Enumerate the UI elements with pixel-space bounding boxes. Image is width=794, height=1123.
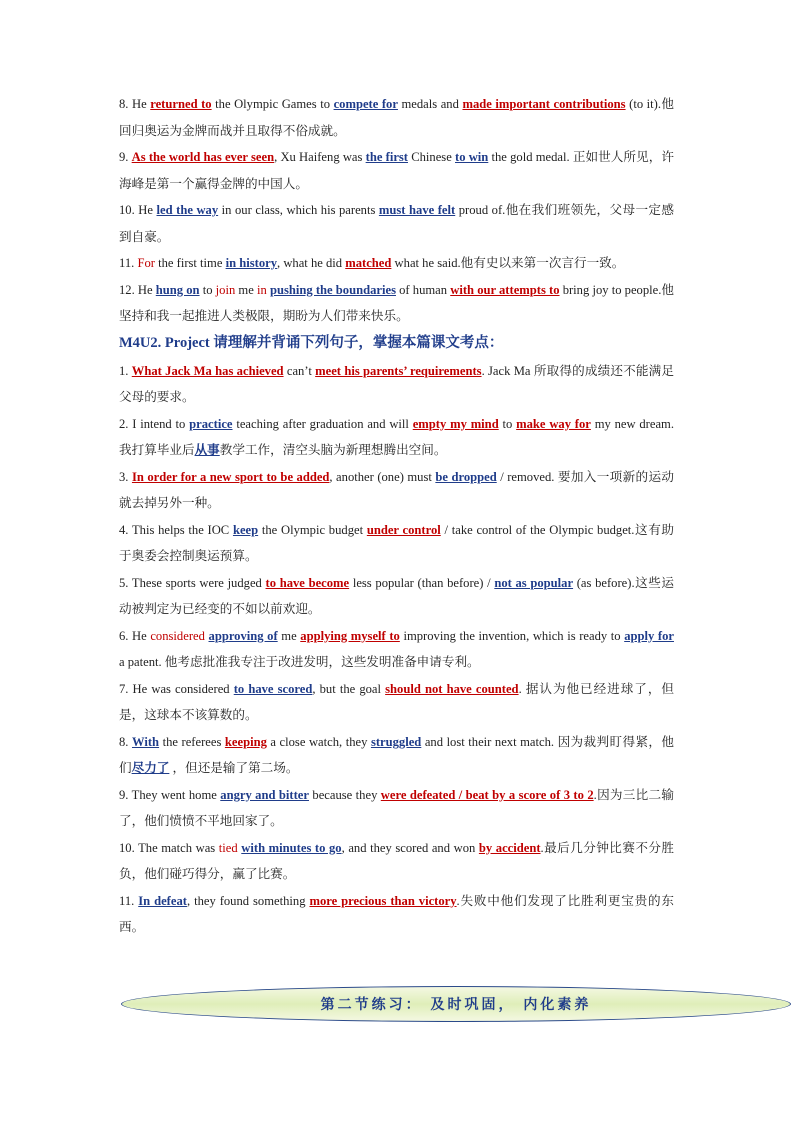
sentence-text: , another (one) must <box>329 469 436 484</box>
sentence-text: 1. <box>119 363 132 378</box>
sentence-list-part2 <box>119 358 674 941</box>
key-phrase: in <box>256 282 267 297</box>
sentence-text: me <box>235 282 257 297</box>
sentence-text: me <box>277 628 301 643</box>
key-phrase: considered <box>150 628 205 643</box>
sentence-text: 9. <box>119 150 132 164</box>
sentence-text: can’t <box>283 363 316 378</box>
sentence-text: 10. He <box>119 203 157 217</box>
sentence-text: 8. He <box>119 97 151 111</box>
key-phrase: join <box>215 282 236 297</box>
sentence-text: the Olympic budget <box>258 522 367 537</box>
sentence-text: proud of.他在我们班领先，父母一定感到自豪。 <box>119 203 674 244</box>
sentence-text: .失败中他们发现了比胜利更宝贵的东西。 <box>119 893 674 934</box>
sentence-text: to <box>199 282 216 297</box>
sentence-item <box>119 835 674 888</box>
sentence-text: the first time <box>154 256 226 270</box>
sentence-text: a patent. 他考虑批准我专注于改进发明，这些发明准备申请专利。 <box>119 655 480 669</box>
key-phrase: compete for <box>333 97 398 111</box>
key-phrase: under control <box>366 522 441 537</box>
key-phrase: not as popular <box>494 575 574 590</box>
sentence-item <box>119 358 674 411</box>
sentence-text: 6. He <box>119 628 151 643</box>
key-phrase: were defeated / beat by a score of 3 to 2 <box>380 787 594 802</box>
key-phrase: with our attempts to <box>450 282 560 297</box>
sentence-text: to <box>498 416 517 431</box>
sentence-text: , they found something <box>186 893 310 908</box>
sentence-text: / removed. 要加入一项新的运动就去掉另外一种。 <box>119 469 674 510</box>
sentence-item <box>119 197 674 250</box>
key-phrase: practice <box>189 416 233 431</box>
sentence-item <box>119 411 674 464</box>
key-phrase: make way for <box>516 416 591 431</box>
sentence-list-part1 <box>119 91 674 330</box>
key-phrase: struggled <box>370 734 422 749</box>
sentence-text: what he said.他有史以来第一次言行一致。 <box>391 256 625 270</box>
sentence-item <box>119 782 674 835</box>
sentence-text: 11. <box>119 256 138 270</box>
sentence-text: less popular (than before) / <box>349 575 495 590</box>
key-phrase: with minutes to go <box>241 840 342 855</box>
sentence-item <box>119 144 674 197</box>
sentence-text: 教学工作，清空头脑为新理想腾出空间。 <box>219 443 447 457</box>
key-phrase: to have become <box>265 575 350 590</box>
sentence-text: . 据认为他已经进球了，但是，这球本不该算数的。 <box>119 681 674 722</box>
sentence-text: 4. This helps the IOC <box>119 522 233 537</box>
sentence-item <box>119 623 674 676</box>
sentence-text: Chinese <box>408 150 455 164</box>
sentence-item <box>119 91 674 144</box>
key-phrase: made important contributions <box>462 97 626 111</box>
key-phrase: As the world has ever seen <box>131 150 275 164</box>
sentence-text: 11. <box>119 893 139 908</box>
key-phrase: keep <box>232 522 259 537</box>
key-phrase: angry and bitter <box>220 787 309 802</box>
sentence-text: the referees <box>159 734 225 749</box>
exercise-banner <box>121 986 791 1022</box>
sentence-item <box>119 250 674 277</box>
key-phrase: to win <box>455 150 489 164</box>
key-phrase: pushing the boundaries <box>269 282 396 297</box>
key-phrase: in history <box>225 256 278 270</box>
key-phrase: applying myself to <box>300 628 400 643</box>
sentence-text: a close watch, they <box>266 734 371 749</box>
sentence-text: of human <box>395 282 451 297</box>
sentence-text: .因为三比二输了，他们愤愤不平地回家了。 <box>119 787 675 828</box>
key-phrase: What Jack Ma has achieved <box>131 363 284 378</box>
key-phrase: the first <box>365 150 408 164</box>
sentence-text: 5. These sports were judged <box>119 575 266 590</box>
key-phrase: matched <box>345 256 392 270</box>
banner-title: 第二节练习： 及时巩固， 内化素养 <box>320 997 592 1013</box>
key-phrase: In order for a new sport to be added <box>131 469 330 484</box>
section-heading: M4U2. Project 请理解并背诵下列句子，掌握本篇课文考点： <box>119 334 504 351</box>
key-phrase: In defeat <box>138 893 187 908</box>
sentence-item <box>119 464 674 517</box>
key-phrase: should not have counted <box>385 681 519 696</box>
key-phrase: hung on <box>155 282 200 297</box>
sentence-text: 10. The match was <box>119 840 219 855</box>
sentence-text: , what he did <box>277 256 346 270</box>
sentence-text: 8. <box>119 734 132 749</box>
sentence-text: 12. He <box>119 282 156 297</box>
key-phrase: returned to <box>150 97 212 111</box>
sentence-text: / take control of the Olympic budget.这有助于奥委会控制奥运预算。 <box>119 522 675 563</box>
sentence-text: 7. He was considered <box>119 681 234 696</box>
sentence-text: the Olympic Games to <box>211 97 334 111</box>
sentence-text: (to it).他回归奥运为金牌而战并且取得不俗成就。 <box>119 97 674 138</box>
key-phrase: be dropped <box>435 469 497 484</box>
sentence-text: 2. I intend to <box>119 416 190 431</box>
key-phrase: more precious than victory <box>309 893 457 908</box>
sentence-text: (as before).这些运动被判定为已经变的不如以前欢迎。 <box>119 575 674 616</box>
key-phrase: led the way <box>156 203 219 217</box>
sentence-text: ，但还是输了第二场。 <box>169 761 299 775</box>
key-phrase: to have scored <box>233 681 313 696</box>
key-phrase: empty my mind <box>412 416 499 431</box>
key-phrase: approving of <box>208 628 278 643</box>
key-phrase: by accident <box>478 840 541 855</box>
sentence-text: improving the invention, which is ready to <box>399 628 625 643</box>
key-phrase: tied <box>218 840 238 855</box>
sentence-text: in our class, which his parents <box>218 203 379 217</box>
key-phrase: With <box>131 734 160 749</box>
sentence-text: 3. <box>119 469 132 484</box>
sentence-item <box>119 517 674 570</box>
sentence-text: medals and <box>397 97 463 111</box>
sentence-text: and lost their next match. 因为裁判盯得紧，他们 <box>119 734 674 775</box>
key-phrase: meet his parents’ requirements <box>315 363 482 378</box>
sentence-item <box>119 277 674 330</box>
sentence-item <box>119 570 674 623</box>
sentence-text: 9. They went home <box>119 787 221 802</box>
document-body <box>119 91 674 941</box>
key-phrase: apply for <box>624 628 674 643</box>
sentence-text: bring joy to people.他坚持和我一起推进人类极限，期盼为人们带来快乐。 <box>119 282 674 323</box>
sentence-text: teaching after graduation and will <box>232 416 413 431</box>
sentence-text: .最后几分钟比赛不分胜负，他们碰巧得分，赢了比赛。 <box>119 840 675 881</box>
key-phrase: keeping <box>224 734 267 749</box>
sentence-text: the gold medal. 正如世人所见，许海峰是第一个赢得金牌的中国人。 <box>119 150 674 191</box>
sentence-text: . Jack Ma 所取得的成绩还不能满足父母的要求。 <box>119 363 675 404</box>
sentence-item <box>119 729 674 782</box>
sentence-item <box>119 676 674 729</box>
sentence-text: , Xu Haifeng was <box>274 150 366 164</box>
key-phrase: must have felt <box>378 203 456 217</box>
key-phrase: 尽力了 <box>131 761 170 775</box>
sentence-text: , but the goal <box>312 681 386 696</box>
sentence-text: , and they scored and won <box>341 840 479 855</box>
key-phrase: For <box>137 256 155 270</box>
sentence-text: because they <box>308 787 381 802</box>
sentence-text: my new dream.我打算毕业后 <box>119 416 675 457</box>
key-phrase: 从事 <box>194 443 220 457</box>
sentence-item <box>119 888 674 941</box>
